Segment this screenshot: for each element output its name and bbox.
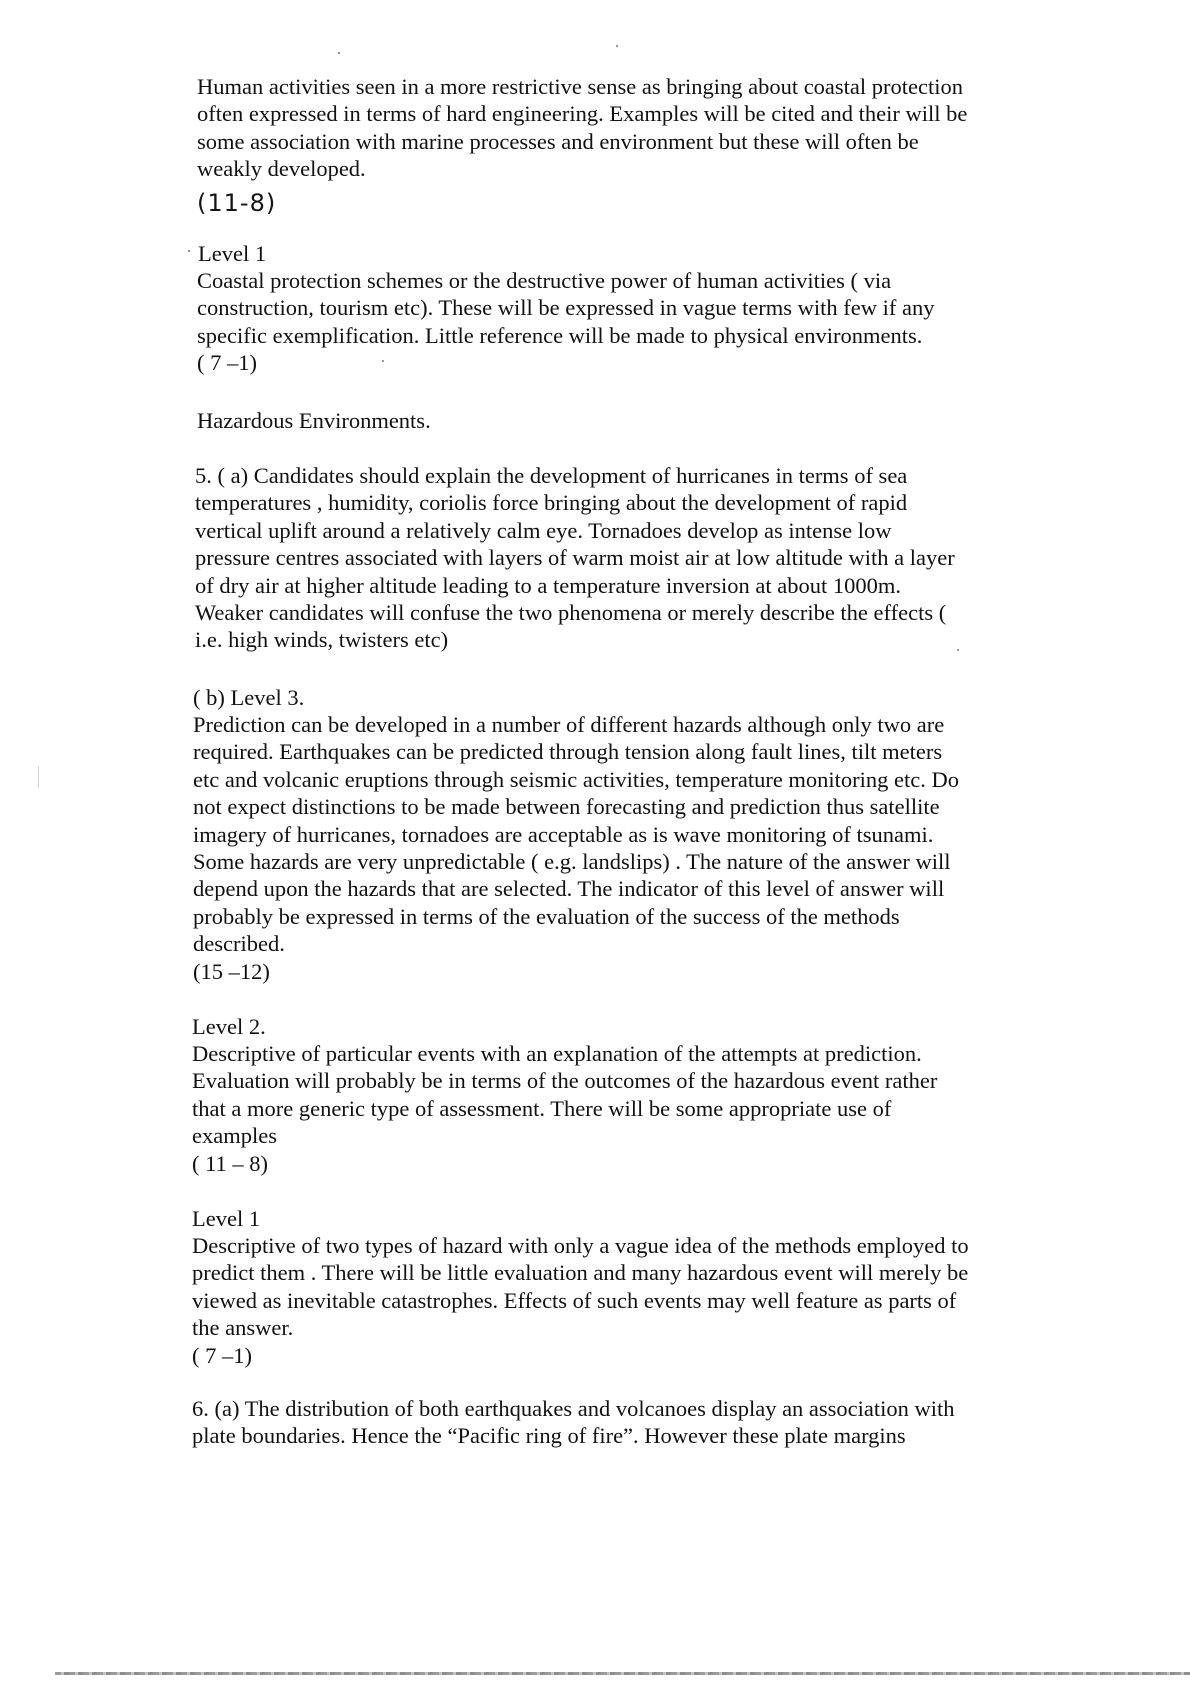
scan-speck bbox=[382, 360, 384, 362]
text-line: that a more generic type of assessment. There will be some appropriate use of bbox=[192, 1095, 892, 1121]
text-line: Coastal protection schemes or the destructive power of human activities ( via bbox=[197, 268, 892, 293]
text-line: imagery of hurricanes, tornadoes are acceptable as is wave monitoring of tsunami. bbox=[193, 821, 934, 847]
text-line: depend upon the hazards that are selected. The indicator of this level of answer will bbox=[193, 876, 945, 902]
text-line: i.e. high winds, twisters etc) bbox=[195, 627, 449, 653]
text-line: 5. ( a) Candidates should explain the development of hurricanes in terms of sea bbox=[195, 463, 908, 488]
intro-paragraph bbox=[197, 73, 967, 183]
text-line: plate boundaries. Hence the “Pacific ring of fire”. However these plate margins bbox=[192, 1423, 906, 1449]
marks-range: ( 7 –1) bbox=[197, 350, 257, 376]
question-5b-heading: ( b) Level 3. bbox=[193, 685, 305, 710]
scan-bottom-edge bbox=[55, 1672, 1190, 1675]
scan-speck bbox=[338, 52, 340, 54]
text-line: etc and volcanic eruptions through seismic activities, temperature monitoring etc. Do bbox=[193, 766, 960, 792]
handwritten-marks: (11-8) bbox=[197, 189, 277, 217]
text-line: construction, tourism etc). These will be expressed in vague terms with few if any bbox=[197, 295, 935, 321]
text-line: Evaluation will probably be in terms of the outcomes of the hazardous event rather bbox=[192, 1068, 938, 1094]
level1-b-heading: Level 1 bbox=[192, 1206, 261, 1231]
text-line: pressure centres associated with layers of warm moist air at low altitude with a layer bbox=[195, 545, 955, 571]
text-line: Descriptive of two types of hazard with only a vague idea of the methods employed to bbox=[192, 1233, 969, 1258]
text-line: Descriptive of particular events with an explanation of the attempts at prediction. bbox=[192, 1041, 922, 1066]
text-line: required. Earthquakes can be predicted through tension along fault lines, tilt meters bbox=[193, 739, 943, 765]
text-line: not expect distinctions to be made between forecasting and prediction thus satellite bbox=[193, 794, 940, 820]
marks-range: ( 7 –1) bbox=[192, 1342, 252, 1368]
text-line: examples bbox=[192, 1123, 277, 1149]
scan-speck bbox=[616, 45, 618, 47]
scan-speck bbox=[957, 649, 959, 651]
text-line: vertical uplift around a relatively calm eye. Tornadoes develop as intense low bbox=[195, 517, 892, 543]
scan-speck bbox=[188, 250, 190, 252]
text-line: 6. (a) The distribution of both earthquakes and volcanoes display an association with bbox=[192, 1396, 955, 1421]
text-line: of dry air at higher altitude leading to a temperature inversion at about 1000m. bbox=[195, 572, 902, 598]
level1-b-paragraph bbox=[192, 1232, 969, 1369]
text-line: temperatures , humidity, coriolis force bringing about the development of rapid bbox=[195, 490, 908, 516]
text-line: Human activities seen in a more restrictive sense as bringing about coastal protection bbox=[197, 74, 964, 99]
question-5a-paragraph bbox=[195, 462, 955, 654]
level1-a-heading: Level 1 bbox=[198, 241, 267, 266]
question-6a-paragraph bbox=[192, 1395, 955, 1450]
text-line: Prediction can be developed in a number of different hazards although only two are bbox=[193, 712, 945, 737]
text-line: predict them . There will be little evaluation and many hazardous event will merely be bbox=[192, 1260, 969, 1286]
question-5b-level3-paragraph bbox=[193, 711, 959, 985]
text-line: specific exemplification. Little reference will be made to physical environments. bbox=[197, 322, 923, 348]
text-line: Some hazards are very unpredictable ( e.g. landslips) . The nature of the answer will bbox=[193, 849, 951, 875]
marks-range: ( 11 – 8) bbox=[192, 1150, 269, 1176]
level1-a-paragraph bbox=[197, 267, 935, 377]
text-line: often expressed in terms of hard engineering. Examples will be cited and their will be bbox=[197, 101, 968, 127]
level2-paragraph bbox=[192, 1040, 937, 1177]
text-line: Weaker candidates will confuse the two phenomena or merely describe the effects ( bbox=[195, 600, 947, 626]
scan-margin-mark bbox=[38, 766, 39, 788]
marks-range: (15 –12) bbox=[193, 958, 270, 984]
section-title: Hazardous Environments. bbox=[197, 408, 431, 433]
text-line: weakly developed. bbox=[197, 156, 366, 182]
text-line: some association with marine processes and environment but these will often be bbox=[197, 128, 919, 154]
text-line: probably be expressed in terms of the evaluation of the success of the methods bbox=[193, 903, 900, 929]
level2-heading: Level 2. bbox=[192, 1014, 266, 1039]
text-line: the answer. bbox=[192, 1315, 294, 1341]
text-line: described. bbox=[193, 931, 285, 957]
text-line: viewed as inevitable catastrophes. Effects of such events may well feature as parts of bbox=[192, 1287, 957, 1313]
